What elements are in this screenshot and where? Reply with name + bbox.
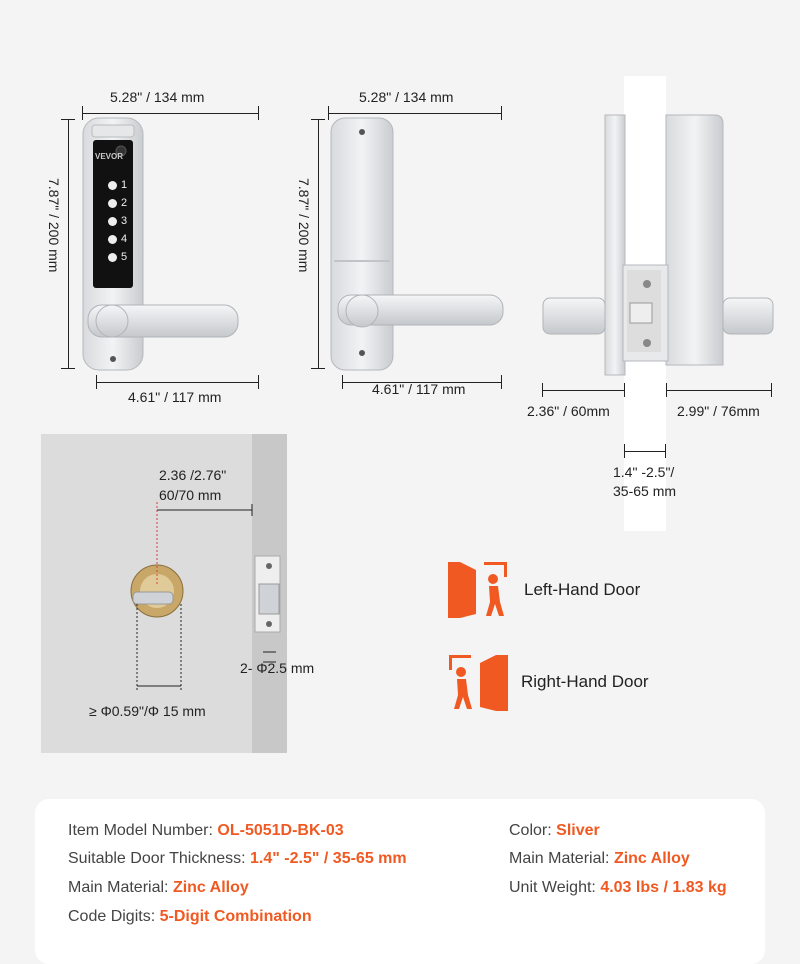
dim-tick [666, 383, 667, 397]
front-width-dim-line [82, 113, 259, 114]
back-lock-illustration [328, 115, 508, 375]
hole-diameter-label: ≥ Φ0.59"/Φ 15 mm [89, 703, 206, 719]
dim-tick [342, 375, 343, 389]
screw-label: 2- Φ2.5 mm [240, 660, 315, 676]
back-width-dim-line [328, 113, 502, 114]
front-width-label: 5.28" / 134 mm [110, 89, 205, 105]
spec-label: Main Material: [68, 879, 169, 896]
spec-label: Item Model Number: [68, 822, 213, 839]
back-height-dim-line [318, 119, 319, 368]
dim-tick [61, 368, 75, 369]
key-dot-icon [108, 199, 117, 208]
keypad-button [108, 176, 134, 194]
spec-label: Suitable Door Thickness: [68, 850, 246, 867]
keypad-button [108, 248, 134, 266]
spec-color [509, 822, 600, 840]
key-digit: 1 [121, 179, 128, 191]
dim-tick [258, 375, 259, 389]
spec-material [68, 879, 249, 897]
spec-code-digits [68, 908, 312, 926]
spec-label: Unit Weight: [509, 879, 596, 896]
key-digit: 2 [121, 197, 128, 209]
spec-value: 4.03 lbs / 1.83 kg [600, 879, 727, 896]
dim-tick [501, 375, 502, 389]
spec-material-2 [509, 850, 690, 868]
spec-value: 5-Digit Combination [159, 908, 312, 925]
spec-label: Main Material: [509, 850, 610, 867]
dim-tick [96, 375, 97, 389]
dim-tick [61, 119, 75, 120]
left-hand-door-label: Left-Hand Door [524, 580, 641, 599]
spec-value: OL-5051D-BK-03 [217, 822, 344, 839]
front-height-label: 7.87" / 200 mm [46, 178, 62, 273]
left-hand-door-icon [446, 558, 510, 622]
spec-model [68, 822, 344, 840]
spec-thickness [68, 850, 407, 868]
dim-tick [542, 383, 543, 397]
key-digit: 3 [121, 215, 128, 227]
keypad-button [108, 230, 134, 248]
spec-value: Zinc Alloy [613, 850, 690, 867]
key-dot-icon [108, 181, 117, 190]
dim-tick [771, 383, 772, 397]
thickness-label-2: 35-65 mm [613, 483, 677, 499]
spec-value: Sliver [556, 822, 600, 839]
backset-label-1: 2.36 /2.76" [159, 467, 227, 483]
brand-logo: VEVOR [95, 152, 124, 161]
back-lever-label: 4.61" / 117 mm [372, 381, 466, 397]
thickness-label-1: 1.4" -2.5"/ [613, 464, 675, 480]
spec-value: 1.4" -2.5" / 35-65 mm [250, 850, 407, 867]
key-digit: 4 [121, 233, 128, 245]
side-lock-illustration [535, 110, 780, 380]
thickness-dim-line [624, 451, 666, 452]
spec-label: Color: [509, 822, 552, 839]
side-inner-dim-line [666, 390, 772, 391]
dim-tick [624, 444, 625, 458]
spec-card [35, 799, 765, 964]
key-dot-icon [108, 235, 117, 244]
side-inner-label: 2.99" / 76mm [677, 403, 760, 419]
backset-label-2: 60/70 mm [159, 487, 222, 503]
dim-tick [624, 383, 625, 397]
side-outer-dim-line [542, 390, 624, 391]
front-lever-dim-line [96, 382, 259, 383]
key-dot-icon [108, 253, 117, 262]
back-height-label: 7.87" / 200 mm [296, 178, 312, 273]
right-hand-door-icon [446, 651, 510, 715]
side-outer-label: 2.36" / 60mm [527, 403, 610, 419]
right-hand-door-label: Right-Hand Door [521, 672, 649, 691]
front-lever-label: 4.61" / 117 mm [128, 389, 222, 405]
spec-value: Zinc Alloy [172, 879, 249, 896]
front-height-dim-line [68, 119, 69, 368]
key-dot-icon [108, 217, 117, 226]
spec-label: Code Digits: [68, 908, 156, 925]
dim-tick [665, 444, 666, 458]
key-digit: 5 [121, 251, 128, 263]
keypad-button [108, 194, 134, 212]
back-width-label: 5.28" / 134 mm [359, 89, 454, 105]
keypad [108, 176, 134, 266]
dim-tick [311, 368, 325, 369]
keypad-button [108, 212, 134, 230]
spec-weight [509, 879, 727, 897]
dim-tick [311, 119, 325, 120]
hole-diagram [41, 434, 287, 753]
